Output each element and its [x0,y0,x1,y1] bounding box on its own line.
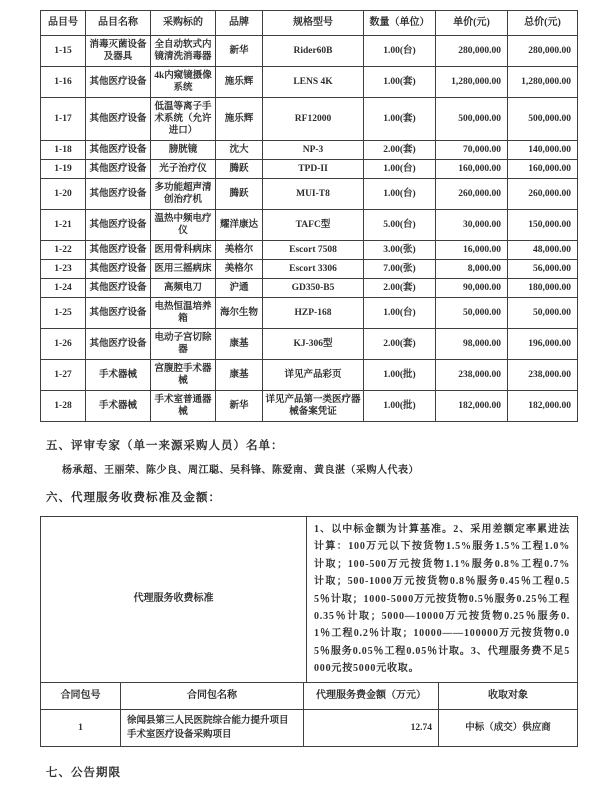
cell-model: MUI-T8 [263,179,364,210]
cell-brand: 新华 [216,36,263,67]
table-row [41,210,578,241]
cell-quantity: 1.00(批) [364,391,436,422]
cell-quantity: 2.00(套) [364,279,436,298]
fee-standard-label: 代理服务收费标准 [41,517,307,683]
cell-item-name: 手术器械 [86,391,151,422]
cell-brand: 康基 [216,329,263,360]
table-row [41,241,578,260]
table-row [41,36,578,67]
cell-item-name: 消毒灭菌设备及器具 [86,36,151,67]
cell-model: RF12000 [263,98,364,141]
cell-target: 医用三摇病床 [151,260,216,279]
cell-target: 电动子宫切除器 [151,329,216,360]
cell-unit-price: 160,000.00 [436,160,508,179]
col-header-charged-party: 收取对象 [439,682,578,709]
cell-item-no: 1-27 [41,360,86,391]
cell-brand: 施乐辉 [216,98,263,141]
cell-total-price: 180,000.00 [508,279,578,298]
cell-unit-price: 238,000.00 [436,360,508,391]
table-row [41,141,578,160]
cell-item-name: 其他医疗设备 [86,179,151,210]
cell-quantity: 1.00(台) [364,36,436,67]
col-header-unit-price: 单价(元) [436,11,508,36]
cell-item-name: 其他医疗设备 [86,260,151,279]
cell-item-name: 其他医疗设备 [86,210,151,241]
cell-item-name: 其他医疗设备 [86,98,151,141]
cell-total-price: 260,000.00 [508,179,578,210]
col-header-fee-amount: 代理服务费金额（万元） [304,682,439,709]
cell-item-name: 其他医疗设备 [86,241,151,260]
cell-unit-price: 30,000.00 [436,210,508,241]
cell-total-price: 50,000.00 [508,298,578,329]
cell-unit-price: 16,000.00 [436,241,508,260]
cell-item-name: 其他医疗设备 [86,329,151,360]
cell-unit-price: 182,000.00 [436,391,508,422]
items-table [40,10,578,422]
cell-model: Escort 3306 [263,260,364,279]
col-header-brand: 品牌 [216,11,263,36]
section-notice-period-heading: 七、公告期限 [46,766,121,779]
cell-model: Rider60B [263,36,364,67]
cell-item-name: 其他医疗设备 [86,141,151,160]
cell-model: 详见产品第一类医疗器械备案凭证 [263,391,364,422]
cell-model: TPD-II [263,160,364,179]
cell-brand: 海尔生物 [216,298,263,329]
col-header-total-price: 总价(元) [508,11,578,36]
cell-item-no: 1-22 [41,241,86,260]
cell-item-no: 1-28 [41,391,86,422]
table-row [41,391,578,422]
cell-total-price: 238,000.00 [508,360,578,391]
cell-model: 详见产品彩页 [263,360,364,391]
section-agency-fee-heading: 六、代理服务收费标准及金额： [46,492,221,504]
cell-target: 温热中频电疗仪 [151,210,216,241]
cell-brand: 腾跃 [216,179,263,210]
cell-quantity: 7.00(张) [364,260,436,279]
cell-item-name: 其他医疗设备 [86,160,151,179]
section-experts-heading: 五、评审专家（单一来源采购人员）名单： [46,440,284,452]
col-header-model: 规格型号 [263,11,364,36]
table-row [41,260,578,279]
cell-item-no: 1-19 [41,160,86,179]
cell-unit-price: 90,000.00 [436,279,508,298]
cell-model: LENS 4K [263,67,364,98]
cell-model: NP-3 [263,141,364,160]
cell-quantity: 1.00(套) [364,67,436,98]
cell-item-no: 1-16 [41,67,86,98]
items-table-header-row [41,11,578,36]
cell-model: GD350-B5 [263,279,364,298]
cell-package-name: 徐闻县第三人民医院综合能力提升项目手术室医疗设备采购项目 [121,709,304,746]
agency-fee-table [40,516,578,683]
cell-quantity: 2.00(套) [364,329,436,360]
fee-table-row [41,517,578,683]
col-header-item-no: 品目号 [41,11,86,36]
cell-target: 多功能超声清创治疗机 [151,179,216,210]
cell-total-price: 196,000.00 [508,329,578,360]
contract-table-header-row [41,682,578,709]
cell-unit-price: 280,000.00 [436,36,508,67]
cell-quantity: 1.00(套) [364,98,436,141]
table-row [41,67,578,98]
cell-unit-price: 70,000.00 [436,141,508,160]
cell-total-price: 48,000.00 [508,241,578,260]
cell-target: 4k内窥镜摄像系统 [151,67,216,98]
cell-total-price: 160,000.00 [508,160,578,179]
cell-brand: 沈大 [216,141,263,160]
cell-item-name: 其他医疗设备 [86,298,151,329]
cell-item-no: 1-18 [41,141,86,160]
cell-total-price: 140,000.00 [508,141,578,160]
cell-item-no: 1-15 [41,36,86,67]
cell-brand: 美格尔 [216,260,263,279]
cell-unit-price: 8,000.00 [436,260,508,279]
table-row [41,298,578,329]
cell-target: 低温等离子手术系统（允许进口） [151,98,216,141]
cell-target: 医用骨科病床 [151,241,216,260]
cell-quantity: 3.00(张) [364,241,436,260]
cell-total-price: 56,000.00 [508,260,578,279]
experts-names: 杨承超、王丽荣、陈少良、周江聪、吴科锋、陈爱南、黄良湛（采购人代表） [62,465,419,476]
cell-target: 全自动软式内镜清洗消毒器 [151,36,216,67]
table-row [41,360,578,391]
cell-model: HZP-168 [263,298,364,329]
cell-total-price: 280,000.00 [508,36,578,67]
cell-quantity: 5.00(台) [364,210,436,241]
cell-charged-party: 中标（成交）供应商 [439,709,578,746]
cell-target: 宫腹腔手术器械 [151,360,216,391]
cell-item-no: 1-20 [41,179,86,210]
col-header-package-no: 合同包号 [41,682,121,709]
cell-brand: 康基 [216,360,263,391]
table-row [41,98,578,141]
cell-unit-price: 260,000.00 [436,179,508,210]
cell-unit-price: 500,000.00 [436,98,508,141]
cell-item-name: 其他医疗设备 [86,67,151,98]
cell-target: 高频电刀 [151,279,216,298]
cell-item-no: 1-23 [41,260,86,279]
cell-target: 电热恒温培养箱 [151,298,216,329]
cell-total-price: 1,280,000.00 [508,67,578,98]
cell-model: Escort 7508 [263,241,364,260]
cell-total-price: 182,000.00 [508,391,578,422]
contract-package-table [40,682,578,747]
table-row [41,329,578,360]
cell-brand: 新华 [216,391,263,422]
cell-unit-price: 1,280,000.00 [436,67,508,98]
cell-quantity: 1.00(台) [364,179,436,210]
cell-brand: 美格尔 [216,241,263,260]
cell-brand: 耀洋康达 [216,210,263,241]
table-row [41,179,578,210]
cell-model: KJ-306型 [263,329,364,360]
cell-item-no: 1-21 [41,210,86,241]
cell-quantity: 1.00(批) [364,360,436,391]
cell-quantity: 2.00(套) [364,141,436,160]
cell-target: 膀胱镜 [151,141,216,160]
col-header-target: 采购标的 [151,11,216,36]
cell-unit-price: 98,000.00 [436,329,508,360]
cell-item-no: 1-24 [41,279,86,298]
col-header-item-name: 品目名称 [86,11,151,36]
cell-target: 手术室普通器械 [151,391,216,422]
fee-standard-description: 1、以中标金额为计算基准。2、采用差额定率累进法计算：100万元以下按货物1.5%服务1.5%工程1.0%计取；100-500万元按货物1.1%服务0.8%工程0.7%计取；500-1000万元按货物0.8％服务0.45％工程0.55％计取；1000-5000万元按货物0.5％服务0.25％工程0.35％计取；5000—10000万元按货物0.25％服务0.1％工程0.2％计取；10000——100000万元按货物0.05％服务0.05％工程0.05％计取。3、代理服务费不足5000元按5000元收取。 [307,517,578,683]
cell-target: 光子治疗仪 [151,160,216,179]
cell-total-price: 150,000.00 [508,210,578,241]
cell-unit-price: 50,000.00 [436,298,508,329]
cell-item-no: 1-25 [41,298,86,329]
cell-fee-amount: 12.74 [304,709,439,746]
cell-item-no: 1-17 [41,98,86,141]
cell-brand: 腾跃 [216,160,263,179]
cell-quantity: 1.00(台) [364,160,436,179]
cell-item-no: 1-26 [41,329,86,360]
cell-quantity: 1.00(台) [364,298,436,329]
table-row [41,709,578,746]
table-row [41,279,578,298]
cell-item-name: 手术器械 [86,360,151,391]
col-header-quantity: 数量（单位） [364,11,436,36]
cell-item-name: 其他医疗设备 [86,279,151,298]
cell-total-price: 500,000.00 [508,98,578,141]
cell-package-no: 1 [41,709,121,746]
col-header-package-name: 合同包名称 [121,682,304,709]
table-row [41,160,578,179]
cell-model: TAFC型 [263,210,364,241]
cell-brand: 施乐辉 [216,67,263,98]
cell-brand: 沪通 [216,279,263,298]
